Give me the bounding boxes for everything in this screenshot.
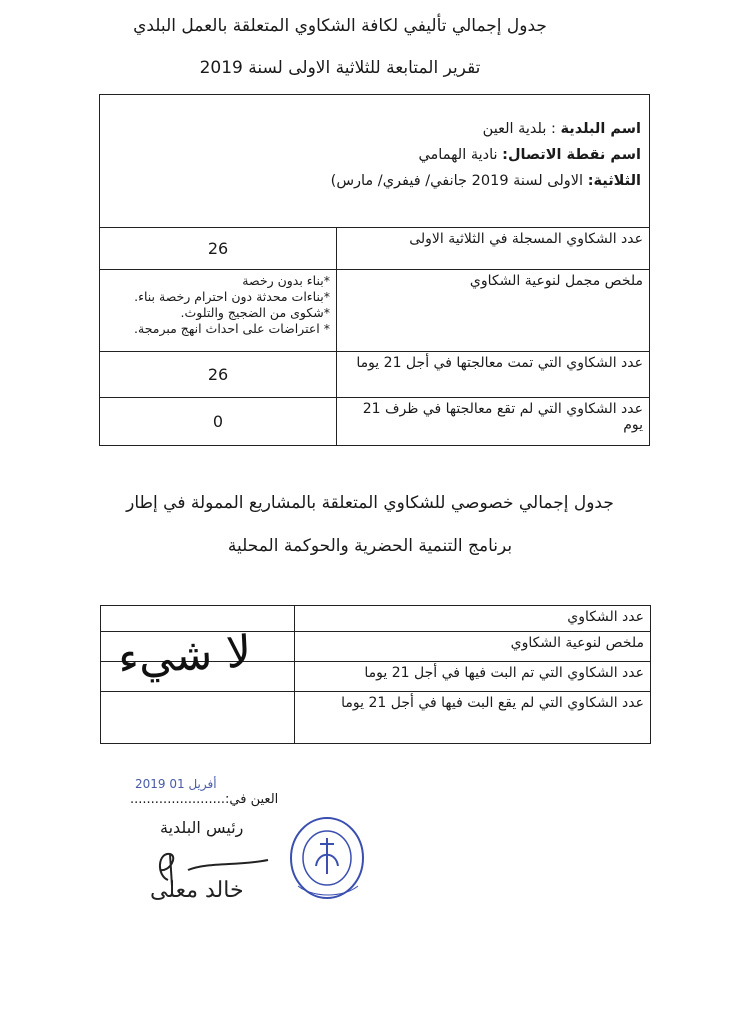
list-item: * اعتراضات على احداث انهج مبرمجة. <box>134 321 330 336</box>
mayor-title: رئيس البلدية <box>160 818 244 837</box>
quarter-line <box>331 173 641 189</box>
report-subtitle: تقرير المتابعة للثلاثية الاولى لسنة 2019 <box>199 58 481 78</box>
table-row <box>100 352 650 398</box>
date-stamp: 2019 أفريل 01 <box>135 777 217 791</box>
quarter-value: الاولى لسنة 2019 جانفي/ فيفري/ مارس) <box>330 173 584 189</box>
row-label: عدد الشكاوي التي تم البت فيها في أجل 21 يوما <box>295 662 651 692</box>
row-label: عدد الشكاوي المسجلة في الثلاثية الاولى <box>337 228 650 270</box>
contact-label: اسم نقطة الاتصال: <box>502 147 641 163</box>
row-label: عدد الشكاوي التي لم تقع معالجتها في ظرف 21 يوم <box>337 398 650 446</box>
table-row <box>100 270 650 352</box>
handwritten-nothing: لا شيء <box>116 626 253 685</box>
list-item: *شكوى من الضجيج والتلوث. <box>180 305 330 320</box>
empty-cell <box>101 606 295 632</box>
municipality-value: : بلدية العين <box>482 121 556 137</box>
document-title: جدول إجمالي تأليفي لكافة الشكاوي المتعلقة بالعمل البلدي <box>133 16 547 36</box>
row-label: عدد الشكاوي التي لم يقع البت فيها في أجل 21 يوما <box>295 692 651 744</box>
contact-line <box>418 147 641 163</box>
registered-count: 26 <box>100 228 337 270</box>
row-label: ملخص مجمل لنوعية الشكاوي <box>337 270 650 352</box>
row-label: ملخص لنوعية الشكاوي <box>295 632 651 662</box>
municipality-label: اسم البلدية <box>560 121 641 137</box>
table-row <box>100 398 650 446</box>
list-item: *بناءات محدثة دون احترام رخصة بناء. <box>134 289 330 304</box>
section2-title: جدول إجمالي خصوصي للشكاوي المتعلقة بالمشاريع الممولة في إطار <box>126 493 614 513</box>
empty-cell <box>101 692 295 744</box>
table-row <box>101 606 651 632</box>
municipality-line <box>483 121 641 137</box>
table-row <box>100 228 650 270</box>
row-label: عدد الشكاوي التي تمت معالجتها في أجل 21 يوما <box>337 352 650 398</box>
processed-count: 26 <box>100 352 337 398</box>
quarter-label: الثلاثية: <box>587 173 641 189</box>
row-label: عدد الشكاوي <box>295 606 651 632</box>
contact-value: نادية الهمامي <box>418 147 498 163</box>
complaint-types-list <box>100 270 337 352</box>
place-date: العين في:....................... <box>130 792 279 807</box>
section2-subtitle: برنامج التنمية الحضرية والحوكمة المحلية <box>227 536 513 556</box>
mayor-name: خالد معلى <box>150 878 244 903</box>
list-item: *بناء بدون رخصة <box>242 273 330 288</box>
official-seal-icon <box>288 816 366 900</box>
unprocessed-count: 0 <box>100 398 337 446</box>
table-row <box>101 692 651 744</box>
info-box <box>99 94 650 228</box>
complaints-summary-table <box>99 227 650 446</box>
